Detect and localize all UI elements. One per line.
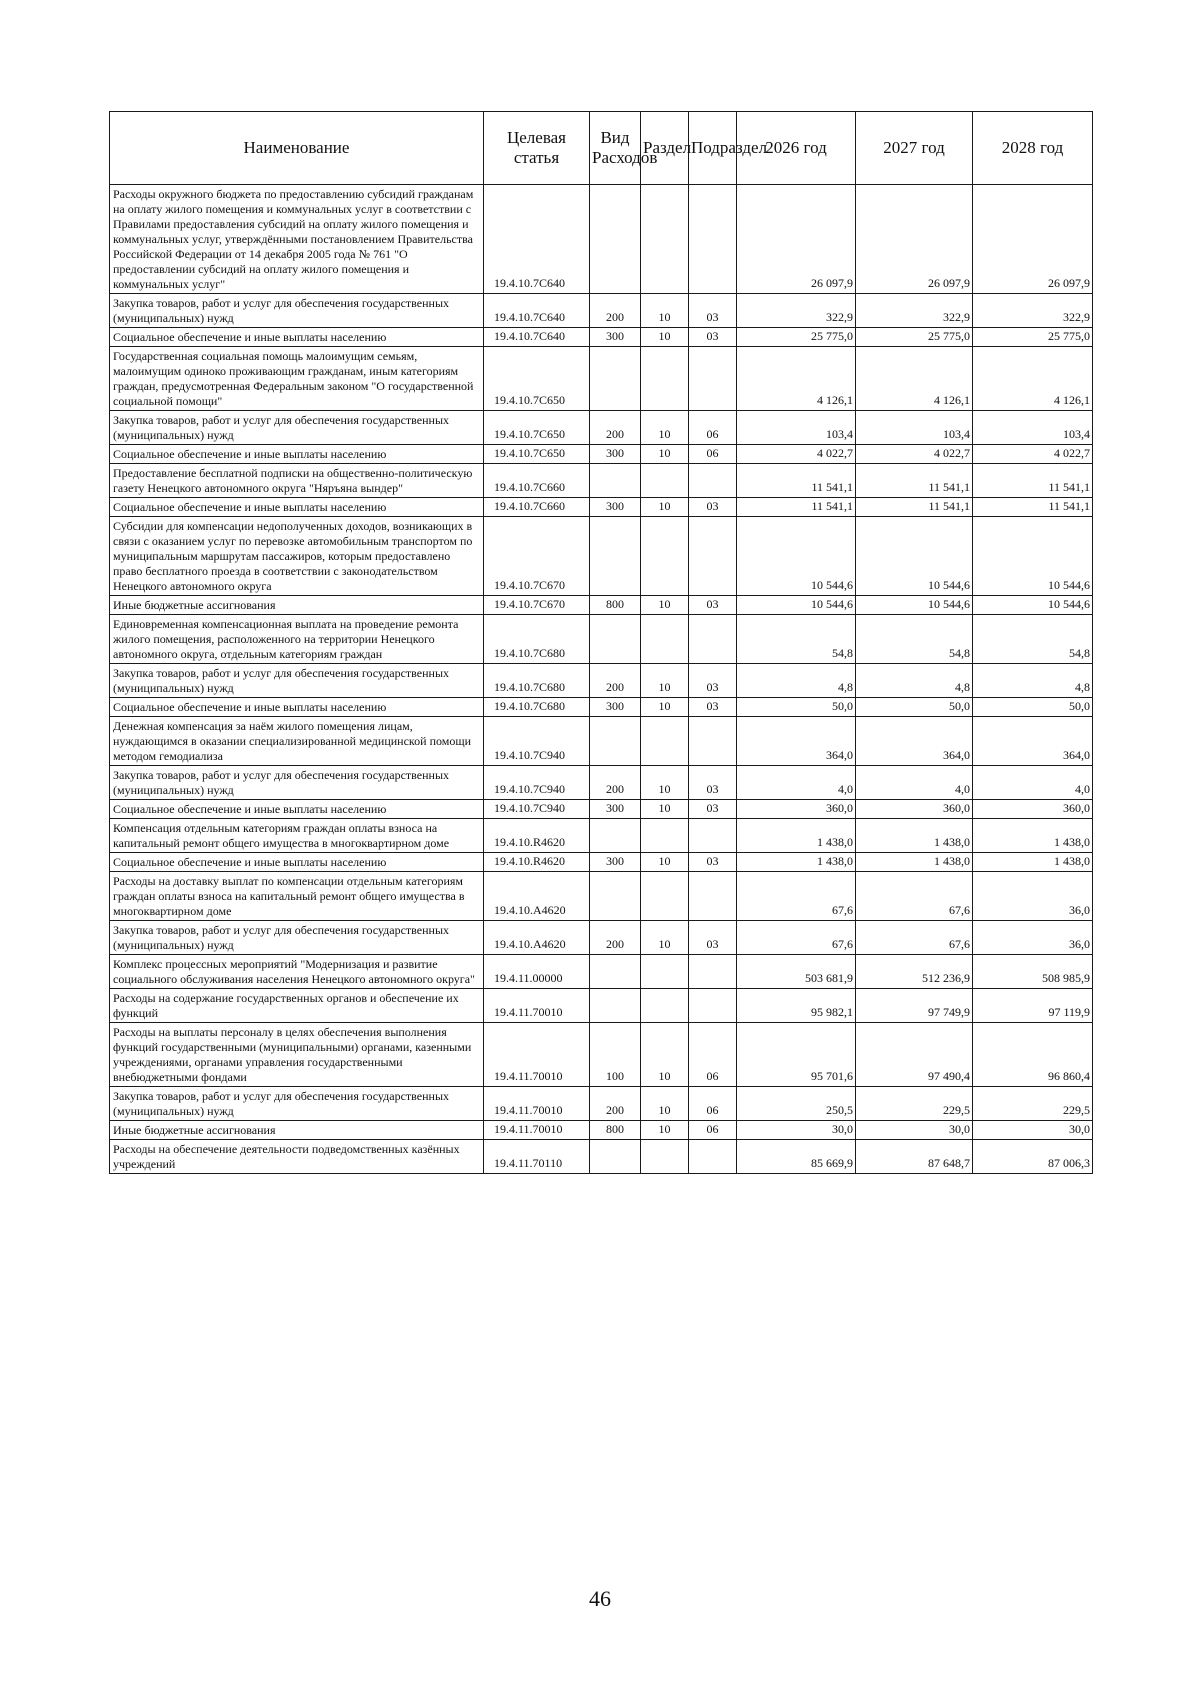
subsection-cell: 03 [689, 698, 737, 717]
section-cell: 10 [641, 698, 689, 717]
amount-2026-cell: 10 544,6 [737, 596, 856, 615]
target-article-cell: 19.4.10.R4620 [484, 853, 590, 872]
section-cell [641, 955, 689, 989]
expense-type-cell: 200 [590, 766, 641, 800]
amount-2027-cell: 97 490,4 [856, 1023, 973, 1087]
subsection-cell: 03 [689, 921, 737, 955]
table-row [110, 517, 1093, 596]
amount-2028-cell: 54,8 [973, 615, 1093, 664]
amount-2028-cell: 87 006,3 [973, 1140, 1093, 1174]
amount-2027-cell: 4,0 [856, 766, 973, 800]
section-cell: 10 [641, 328, 689, 347]
header-year-2026: 2026 год [737, 112, 856, 185]
budget-table [109, 111, 1093, 1174]
amount-2028-cell: 97 119,9 [973, 989, 1093, 1023]
table-row [110, 185, 1093, 294]
table-row [110, 464, 1093, 498]
table-row [110, 445, 1093, 464]
target-article-cell: 19.4.10.7С680 [484, 664, 590, 698]
amount-2028-cell: 508 985,9 [973, 955, 1093, 989]
subsection-cell [689, 955, 737, 989]
target-article-cell: 19.4.10.7С660 [484, 498, 590, 517]
target-article-cell: 19.4.10.А4620 [484, 921, 590, 955]
expense-type-cell: 200 [590, 664, 641, 698]
expense-type-cell: 100 [590, 1023, 641, 1087]
target-article-cell: 19.4.10.7С680 [484, 615, 590, 664]
row-name-cell: Предоставление бесплатной подписки на общественно-политическую газету Ненецкого автономного округа "Няръяна вындер" [110, 464, 484, 498]
table-row [110, 615, 1093, 664]
amount-2026-cell: 54,8 [737, 615, 856, 664]
amount-2027-cell: 97 749,9 [856, 989, 973, 1023]
subsection-cell [689, 464, 737, 498]
amount-2027-cell: 67,6 [856, 872, 973, 921]
subsection-cell [689, 1140, 737, 1174]
header-target-article: Целевая статья [484, 112, 590, 185]
row-name-cell: Иные бюджетные ассигнования [110, 596, 484, 615]
table-row [110, 921, 1093, 955]
table-row [110, 1087, 1093, 1121]
row-name-cell: Компенсация отдельным категориям граждан оплаты взноса на капитальный ремонт общего имущества в многоквартирном доме [110, 819, 484, 853]
row-name-cell: Государственная социальная помощь малоимущим семьям, малоимущим одиноко проживающим гражданам, иным категориям граждан, предусмотренная Федеральным законом "О государственной социальной помощи" [110, 347, 484, 411]
row-name-cell: Закупка товаров, работ и услуг для обеспечения государственных (муниципальных) нужд [110, 766, 484, 800]
target-article-cell: 19.4.10.R4620 [484, 819, 590, 853]
header-year-2027: 2027 год [856, 112, 973, 185]
amount-2027-cell: 10 544,6 [856, 596, 973, 615]
target-article-cell: 19.4.10.7С940 [484, 717, 590, 766]
section-cell: 10 [641, 1023, 689, 1087]
amount-2026-cell: 364,0 [737, 717, 856, 766]
header-section: Раздел [641, 112, 689, 185]
expense-type-cell [590, 717, 641, 766]
amount-2027-cell: 229,5 [856, 1087, 973, 1121]
subsection-cell: 03 [689, 800, 737, 819]
expense-type-cell: 800 [590, 596, 641, 615]
target-article-cell: 19.4.10.7С640 [484, 185, 590, 294]
amount-2026-cell: 67,6 [737, 921, 856, 955]
expense-type-cell [590, 615, 641, 664]
table-row [110, 328, 1093, 347]
amount-2026-cell: 360,0 [737, 800, 856, 819]
header-name: Наименование [110, 112, 484, 185]
amount-2026-cell: 11 541,1 [737, 464, 856, 498]
amount-2028-cell: 4,8 [973, 664, 1093, 698]
row-name-cell: Закупка товаров, работ и услуг для обеспечения государственных (муниципальных) нужд [110, 921, 484, 955]
row-name-cell: Расходы на доставку выплат по компенсации отдельным категориям граждан оплаты взноса на капитальный ремонт общего имущества в многоквартирном доме [110, 872, 484, 921]
amount-2028-cell: 364,0 [973, 717, 1093, 766]
amount-2027-cell: 26 097,9 [856, 185, 973, 294]
amount-2028-cell: 36,0 [973, 872, 1093, 921]
amount-2028-cell: 229,5 [973, 1087, 1093, 1121]
subsection-cell [689, 347, 737, 411]
section-cell: 10 [641, 664, 689, 698]
section-cell: 10 [641, 1087, 689, 1121]
row-name-cell: Социальное обеспечение и иные выплаты населению [110, 328, 484, 347]
row-name-cell: Закупка товаров, работ и услуг для обеспечения государственных (муниципальных) нужд [110, 664, 484, 698]
expense-type-cell: 300 [590, 445, 641, 464]
header-subsection: Подраздел [689, 112, 737, 185]
target-article-cell: 19.4.10.7С670 [484, 596, 590, 615]
amount-2026-cell: 50,0 [737, 698, 856, 717]
section-cell: 10 [641, 853, 689, 872]
amount-2027-cell: 10 544,6 [856, 517, 973, 596]
table-row [110, 698, 1093, 717]
expense-type-cell [590, 517, 641, 596]
subsection-cell: 06 [689, 1023, 737, 1087]
amount-2027-cell: 4,8 [856, 664, 973, 698]
subsection-cell: 03 [689, 328, 737, 347]
amount-2027-cell: 30,0 [856, 1121, 973, 1140]
subsection-cell: 06 [689, 411, 737, 445]
subsection-cell: 03 [689, 596, 737, 615]
amount-2028-cell: 26 097,9 [973, 185, 1093, 294]
amount-2027-cell: 103,4 [856, 411, 973, 445]
expense-type-cell: 200 [590, 294, 641, 328]
expense-type-cell: 300 [590, 800, 641, 819]
table-row [110, 955, 1093, 989]
expense-type-cell: 200 [590, 1087, 641, 1121]
expense-type-cell: 200 [590, 921, 641, 955]
target-article-cell: 19.4.10.7С650 [484, 347, 590, 411]
amount-2026-cell: 1 438,0 [737, 819, 856, 853]
header-row [110, 112, 1093, 185]
expense-type-cell [590, 347, 641, 411]
target-article-cell: 19.4.10.7С650 [484, 411, 590, 445]
amount-2028-cell: 30,0 [973, 1121, 1093, 1140]
expense-type-cell: 800 [590, 1121, 641, 1140]
expense-type-cell [590, 872, 641, 921]
amount-2026-cell: 503 681,9 [737, 955, 856, 989]
row-name-cell: Социальное обеспечение и иные выплаты населению [110, 698, 484, 717]
section-cell: 10 [641, 800, 689, 819]
expense-type-cell [590, 464, 641, 498]
target-article-cell: 19.4.10.7С670 [484, 517, 590, 596]
subsection-cell: 06 [689, 1087, 737, 1121]
target-article-cell: 19.4.10.А4620 [484, 872, 590, 921]
expense-type-cell [590, 989, 641, 1023]
amount-2026-cell: 95 701,6 [737, 1023, 856, 1087]
section-cell [641, 872, 689, 921]
amount-2027-cell: 4 126,1 [856, 347, 973, 411]
amount-2027-cell: 67,6 [856, 921, 973, 955]
amount-2027-cell: 1 438,0 [856, 819, 973, 853]
amount-2027-cell: 87 648,7 [856, 1140, 973, 1174]
amount-2028-cell: 96 860,4 [973, 1023, 1093, 1087]
amount-2026-cell: 4 126,1 [737, 347, 856, 411]
row-name-cell: Единовременная компенсационная выплата на проведение ремонта жилого помещения, расположенного на территории Ненецкого автономного округа, отдельным категориям граждан [110, 615, 484, 664]
section-cell: 10 [641, 1121, 689, 1140]
amount-2027-cell: 512 236,9 [856, 955, 973, 989]
amount-2028-cell: 4 126,1 [973, 347, 1093, 411]
amount-2028-cell: 11 541,1 [973, 464, 1093, 498]
target-article-cell: 19.4.11.70010 [484, 989, 590, 1023]
table-row [110, 766, 1093, 800]
row-name-cell: Расходы на содержание государственных органов и обеспечение их функций [110, 989, 484, 1023]
target-article-cell: 19.4.10.7С640 [484, 294, 590, 328]
amount-2028-cell: 103,4 [973, 411, 1093, 445]
amount-2027-cell: 322,9 [856, 294, 973, 328]
table-row [110, 1121, 1093, 1140]
page-number: 46 [589, 1586, 611, 1611]
table-row [110, 1023, 1093, 1087]
amount-2027-cell: 25 775,0 [856, 328, 973, 347]
amount-2027-cell: 1 438,0 [856, 853, 973, 872]
target-article-cell: 19.4.10.7С940 [484, 766, 590, 800]
amount-2026-cell: 4,8 [737, 664, 856, 698]
target-article-cell: 19.4.10.7С680 [484, 698, 590, 717]
section-cell [641, 185, 689, 294]
subsection-cell: 06 [689, 445, 737, 464]
amount-2028-cell: 1 438,0 [973, 853, 1093, 872]
header-expense-type: Вид Расходов [590, 112, 641, 185]
amount-2026-cell: 25 775,0 [737, 328, 856, 347]
subsection-cell: 03 [689, 294, 737, 328]
amount-2028-cell: 360,0 [973, 800, 1093, 819]
subsection-cell: 03 [689, 498, 737, 517]
subsection-cell: 03 [689, 853, 737, 872]
amount-2028-cell: 11 541,1 [973, 498, 1093, 517]
table-row [110, 411, 1093, 445]
table-body [110, 185, 1093, 1174]
amount-2026-cell: 4,0 [737, 766, 856, 800]
subsection-cell [689, 517, 737, 596]
subsection-cell [689, 615, 737, 664]
amount-2026-cell: 250,5 [737, 1087, 856, 1121]
expense-type-cell: 300 [590, 328, 641, 347]
subsection-cell: 03 [689, 664, 737, 698]
target-article-cell: 19.4.11.70010 [484, 1121, 590, 1140]
amount-2028-cell: 50,0 [973, 698, 1093, 717]
amount-2027-cell: 54,8 [856, 615, 973, 664]
table-row [110, 819, 1093, 853]
amount-2026-cell: 322,9 [737, 294, 856, 328]
section-cell [641, 1140, 689, 1174]
target-article-cell: 19.4.10.7С660 [484, 464, 590, 498]
amount-2028-cell: 25 775,0 [973, 328, 1093, 347]
section-cell [641, 989, 689, 1023]
section-cell [641, 615, 689, 664]
table-row [110, 1140, 1093, 1174]
amount-2026-cell: 11 541,1 [737, 498, 856, 517]
target-article-cell: 19.4.11.70010 [484, 1023, 590, 1087]
expense-type-cell [590, 819, 641, 853]
target-article-cell: 19.4.11.70110 [484, 1140, 590, 1174]
row-name-cell: Субсидии для компенсации недополученных доходов, возникающих в связи с оказанием услуг по перевозке автомобильным транспортом по муниципальным маршрутам пассажиров, которым предоставлено право бесплатного проезда в соответствии с законодательством Ненецкого автономного округа [110, 517, 484, 596]
row-name-cell: Закупка товаров, работ и услуг для обеспечения государственных (муниципальных) нужд [110, 411, 484, 445]
section-cell: 10 [641, 411, 689, 445]
table-row [110, 664, 1093, 698]
amount-2027-cell: 50,0 [856, 698, 973, 717]
row-name-cell: Расходы на обеспечение деятельности подведомственных казённых учреждений [110, 1140, 484, 1174]
amount-2026-cell: 1 438,0 [737, 853, 856, 872]
row-name-cell: Социальное обеспечение и иные выплаты населению [110, 800, 484, 819]
amount-2026-cell: 85 669,9 [737, 1140, 856, 1174]
amount-2026-cell: 26 097,9 [737, 185, 856, 294]
subsection-cell [689, 989, 737, 1023]
amount-2026-cell: 95 982,1 [737, 989, 856, 1023]
amount-2026-cell: 103,4 [737, 411, 856, 445]
section-cell [641, 517, 689, 596]
target-article-cell: 19.4.10.7С640 [484, 328, 590, 347]
row-name-cell: Денежная компенсация за наём жилого помещения лицам, нуждающимся в оказании специализированной медицинской помощи методом гемодиализа [110, 717, 484, 766]
subsection-cell [689, 185, 737, 294]
table-row [110, 294, 1093, 328]
subsection-cell: 03 [689, 766, 737, 800]
expense-type-cell [590, 185, 641, 294]
amount-2027-cell: 11 541,1 [856, 498, 973, 517]
amount-2026-cell: 67,6 [737, 872, 856, 921]
expense-type-cell [590, 1140, 641, 1174]
amount-2028-cell: 10 544,6 [973, 596, 1093, 615]
row-name-cell: Закупка товаров, работ и услуг для обеспечения государственных (муниципальных) нужд [110, 1087, 484, 1121]
expense-type-cell: 300 [590, 853, 641, 872]
target-article-cell: 19.4.11.70010 [484, 1087, 590, 1121]
section-cell: 10 [641, 498, 689, 517]
amount-2027-cell: 4 022,7 [856, 445, 973, 464]
section-cell: 10 [641, 766, 689, 800]
table-row [110, 872, 1093, 921]
subsection-cell: 06 [689, 1121, 737, 1140]
expense-type-cell: 300 [590, 698, 641, 717]
row-name-cell: Комплекс процессных мероприятий "Модернизация и развитие социального обслуживания населения Ненецкого автономного округа" [110, 955, 484, 989]
row-name-cell: Расходы на выплаты персоналу в целях обеспечения выполнения функций государственными (муниципальными) органами, казенными учреждениями, органами управления государственными внебюджетными фондами [110, 1023, 484, 1087]
row-name-cell: Социальное обеспечение и иные выплаты населению [110, 445, 484, 464]
section-cell: 10 [641, 921, 689, 955]
section-cell [641, 717, 689, 766]
amount-2028-cell: 10 544,6 [973, 517, 1093, 596]
amount-2026-cell: 30,0 [737, 1121, 856, 1140]
table-row [110, 989, 1093, 1023]
amount-2028-cell: 322,9 [973, 294, 1093, 328]
expense-type-cell [590, 955, 641, 989]
subsection-cell [689, 872, 737, 921]
table-row [110, 853, 1093, 872]
row-name-cell: Социальное обеспечение и иные выплаты населению [110, 853, 484, 872]
row-name-cell: Иные бюджетные ассигнования [110, 1121, 484, 1140]
target-article-cell: 19.4.10.7С650 [484, 445, 590, 464]
section-cell [641, 464, 689, 498]
amount-2027-cell: 11 541,1 [856, 464, 973, 498]
section-cell: 10 [641, 294, 689, 328]
amount-2027-cell: 360,0 [856, 800, 973, 819]
target-article-cell: 19.4.10.7С940 [484, 800, 590, 819]
target-article-cell: 19.4.11.00000 [484, 955, 590, 989]
table-row [110, 596, 1093, 615]
table-row [110, 717, 1093, 766]
row-name-cell: Расходы окружного бюджета по предоставлению субсидий гражданам на оплату жилого помещения и коммунальных услуг в соответствии с Правилами предоставления субсидий на оплату жилого помещения и коммунальных услуг, утверждёнными постановлением Правительства Российской Федерации от 14 декабря 2005 года № 761 "О предоставлении субсидий на оплату жилого помещения и коммунальных услуг" [110, 185, 484, 294]
amount-2028-cell: 36,0 [973, 921, 1093, 955]
amount-2028-cell: 4,0 [973, 766, 1093, 800]
amount-2028-cell: 4 022,7 [973, 445, 1093, 464]
section-cell [641, 347, 689, 411]
table-row [110, 347, 1093, 411]
table-row [110, 498, 1093, 517]
expense-type-cell: 300 [590, 498, 641, 517]
section-cell: 10 [641, 445, 689, 464]
amount-2026-cell: 10 544,6 [737, 517, 856, 596]
row-name-cell: Социальное обеспечение и иные выплаты населению [110, 498, 484, 517]
amount-2028-cell: 1 438,0 [973, 819, 1093, 853]
table-row [110, 800, 1093, 819]
subsection-cell [689, 717, 737, 766]
section-cell [641, 819, 689, 853]
subsection-cell [689, 819, 737, 853]
row-name-cell: Закупка товаров, работ и услуг для обеспечения государственных (муниципальных) нужд [110, 294, 484, 328]
header-year-2028: 2028 год [973, 112, 1093, 185]
section-cell: 10 [641, 596, 689, 615]
expense-type-cell: 200 [590, 411, 641, 445]
amount-2026-cell: 4 022,7 [737, 445, 856, 464]
amount-2027-cell: 364,0 [856, 717, 973, 766]
